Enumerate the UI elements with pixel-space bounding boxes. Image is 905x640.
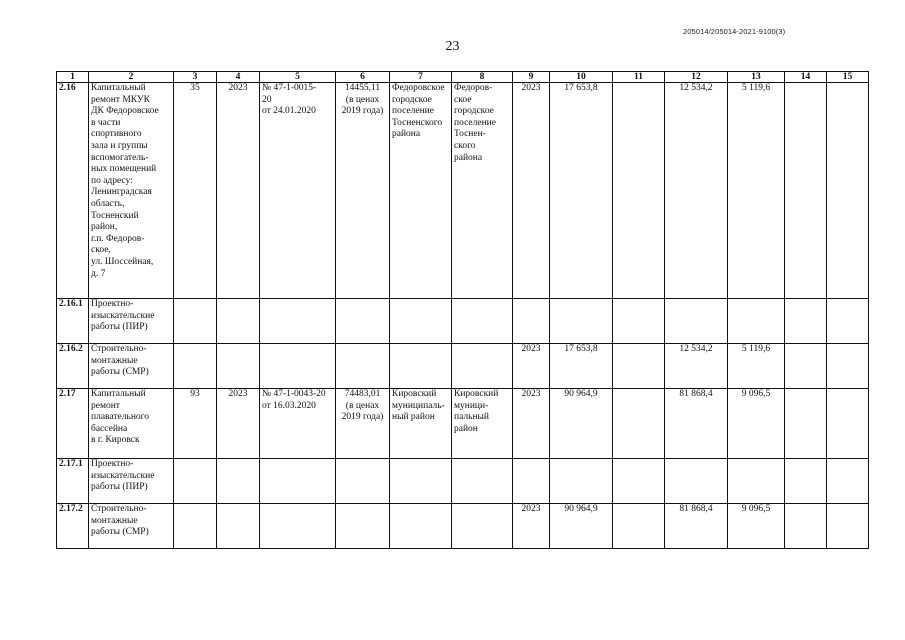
table-cell (550, 299, 613, 344)
table-cell (827, 83, 869, 299)
table-cell (217, 459, 260, 504)
table-cell: 5 119,6 (728, 344, 785, 389)
table-cell (613, 389, 665, 459)
column-header: 7 (390, 72, 452, 83)
table-cell (827, 389, 869, 459)
column-header: 8 (452, 72, 513, 83)
table-cell (452, 504, 513, 549)
table-cell (513, 459, 550, 504)
column-header: 5 (260, 72, 336, 83)
table-cell (613, 299, 665, 344)
table-cell (217, 344, 260, 389)
column-header: 6 (336, 72, 390, 83)
table-cell: Проектно- изыскательские работы (ПИР) (89, 299, 174, 344)
column-header: 13 (728, 72, 785, 83)
table-cell: 9 096,5 (728, 389, 785, 459)
table-cell (336, 299, 390, 344)
table-cell: 2023 (513, 504, 550, 549)
table-header-row (57, 72, 869, 83)
table-cell (336, 504, 390, 549)
table-cell: 12 534,2 (665, 344, 728, 389)
table-cell (827, 504, 869, 549)
table-cell: Капитальный ремонт МКУК ДК Федоровское в части спортивного зала и группы вспомогатель- ных помещений по адресу: Ленинградская область, Тосненский район, г.п. Федоров- ское, ул. Шоссейная, д. 7 (89, 83, 174, 299)
column-header: 2 (89, 72, 174, 83)
table-cell (260, 504, 336, 549)
table-cell (550, 459, 613, 504)
table-cell (260, 299, 336, 344)
table-cell (827, 299, 869, 344)
table-cell (336, 344, 390, 389)
table-cell: Федоровское городское поселение Тосненского района (390, 83, 452, 299)
table-cell (785, 83, 827, 299)
table-cell: 2023 (513, 389, 550, 459)
table-row (57, 344, 869, 389)
table-row (57, 83, 869, 299)
table-cell (452, 299, 513, 344)
table-cell: 5 119,6 (728, 83, 785, 299)
table-cell (452, 459, 513, 504)
table-cell (613, 344, 665, 389)
table-cell (665, 459, 728, 504)
table-cell: 12 534,2 (665, 83, 728, 299)
table-cell: 2.17 (57, 389, 89, 459)
column-header: 11 (613, 72, 665, 83)
table-cell: 90 964,9 (550, 504, 613, 549)
table-cell (217, 299, 260, 344)
table-row (57, 299, 869, 344)
column-header: 12 (665, 72, 728, 83)
table-cell: 2023 (217, 389, 260, 459)
table-cell (174, 504, 217, 549)
table-cell: 2023 (513, 344, 550, 389)
table-cell: 35 (174, 83, 217, 299)
table-cell (217, 504, 260, 549)
table-cell (613, 459, 665, 504)
table-cell: 81 868,4 (665, 389, 728, 459)
data-table (56, 71, 869, 549)
table-cell: 93 (174, 389, 217, 459)
table-cell (665, 299, 728, 344)
table-cell (785, 459, 827, 504)
table-cell (174, 299, 217, 344)
table-cell (728, 459, 785, 504)
table-cell: Кировский муници- пальный район (452, 389, 513, 459)
table-cell: 81 868,4 (665, 504, 728, 549)
table-cell (785, 299, 827, 344)
table-cell (452, 344, 513, 389)
table-cell (827, 459, 869, 504)
table-cell: 2.16 (57, 83, 89, 299)
column-header: 3 (174, 72, 217, 83)
table-cell: Строительно- монтажные работы (СМР) (89, 504, 174, 549)
column-header: 1 (57, 72, 89, 83)
table-row (57, 504, 869, 549)
table-cell (390, 459, 452, 504)
table-cell (390, 344, 452, 389)
table-cell: 14455,11 (в ценах 2019 года) (336, 83, 390, 299)
table-cell (390, 504, 452, 549)
table-cell: 17 653,8 (550, 344, 613, 389)
table-cell (174, 344, 217, 389)
table-cell (785, 504, 827, 549)
column-header: 15 (827, 72, 869, 83)
table-row (57, 389, 869, 459)
table-cell (390, 299, 452, 344)
table-cell (613, 504, 665, 549)
table-row (57, 459, 869, 504)
column-header: 14 (785, 72, 827, 83)
table-cell: 2.17.1 (57, 459, 89, 504)
table-cell (260, 344, 336, 389)
table-cell: 17 653,8 (550, 83, 613, 299)
table-cell: № 47-1-0043-20 от 16.03.2020 (260, 389, 336, 459)
table-cell: 2023 (217, 83, 260, 299)
page-number: 23 (445, 39, 460, 54)
table-cell (174, 459, 217, 504)
table-cell: Капитальный ремонт плавательного бассейна в г. Кировск (89, 389, 174, 459)
table-cell (513, 299, 550, 344)
table-cell: 90 964,9 (550, 389, 613, 459)
table-cell (728, 299, 785, 344)
table-cell (785, 389, 827, 459)
table-cell: Кировский муниципаль- ный район (390, 389, 452, 459)
table-cell: 2.17.2 (57, 504, 89, 549)
table-cell: Федоров- ское городское поселение Тоснен- ского района (452, 83, 513, 299)
column-header: 4 (217, 72, 260, 83)
table-cell (785, 344, 827, 389)
table-cell: № 47-1-0015- 20 от 24.01.2020 (260, 83, 336, 299)
document-id: 205014/205014-2021-9100(3) (683, 27, 786, 36)
table-cell (260, 459, 336, 504)
table-cell: 74483,01 (в ценах 2019 года) (336, 389, 390, 459)
table-cell (336, 459, 390, 504)
table-cell: Проектно- изыскательские работы (ПИР) (89, 459, 174, 504)
table-cell: 2.16.2 (57, 344, 89, 389)
column-header: 9 (513, 72, 550, 83)
table-cell: Строительно- монтажные работы (СМР) (89, 344, 174, 389)
table-cell (827, 344, 869, 389)
column-header: 10 (550, 72, 613, 83)
table-cell: 2023 (513, 83, 550, 299)
table-cell: 9 096,5 (728, 504, 785, 549)
table-cell: 2.16.1 (57, 299, 89, 344)
table-cell (613, 83, 665, 299)
